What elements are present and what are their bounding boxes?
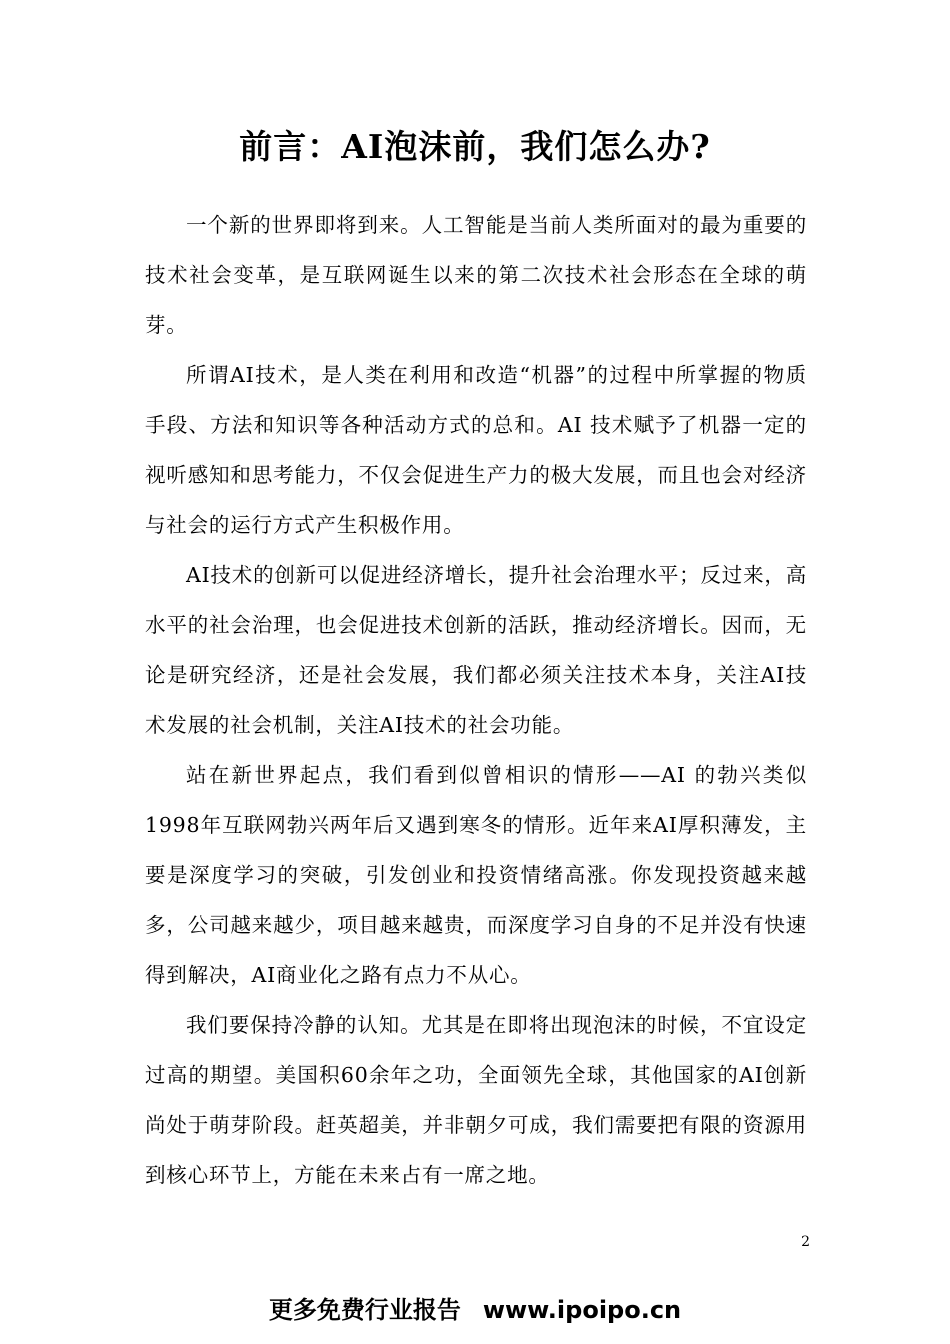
paragraph: 所谓AI技术，是人类在利用和改造“机器”的过程中所掌握的物质手段、方法和知识等各种活动方式的总和。AI 技术赋予了机器一定的视听感知和思考能力，不仅会促进生产力的极大发展，而且也会对经济与社会的运行方式产生积极作用。 bbox=[145, 363, 807, 537]
paragraph: 一个新的世界即将到来。人工智能是当前人类所面对的最为重要的技术社会变革，是互联网诞生以来的第二次技术社会形态在全球的萌芽。 bbox=[145, 213, 807, 337]
footer-banner bbox=[0, 1290, 950, 1330]
footer-site-link[interactable]: www.ipoipo.cn bbox=[482, 1296, 682, 1324]
paragraph: 我们要保持冷静的认知。尤其是在即将出现泡沫的时候，不宜设定过高的期望。美国积60余年之功，全面领先全球，其他国家的AI创新尚处于萌芽阶段。赶英超美，并非朝夕可成，我们需要把有限的资源用到核心环节上，方能在未来占有一席之地。 bbox=[145, 1013, 807, 1187]
page-title: 前言：AI泡沫前，我们怎么办? bbox=[239, 127, 711, 166]
page-number: 2 bbox=[801, 1234, 810, 1250]
paragraph: AI技术的创新可以促进经济增长，提升社会治理水平；反过来，高水平的社会治理，也会促进技术创新的活跃，推动经济增长。因而，无论是研究经济，还是社会发展，我们都必须关注技术本身，关注AI技术发展的社会机制，关注AI技术的社会功能。 bbox=[145, 563, 807, 737]
footer-promo-text: 更多免费行业报告 bbox=[268, 1296, 461, 1324]
paragraph: 站在新世界起点，我们看到似曾相识的情形——AI 的勃兴类似1998年互联网勃兴两年后又遇到寒冬的情形。近年来AI厚积薄发，主要是深度学习的突破，引发创业和投资情绪高涨。你发现投资越来越多，公司越来越少，项目越来越贵，而深度学习自身的不足并没有快速得到解决，AI商业化之路有点力不从心。 bbox=[145, 763, 807, 987]
document-body bbox=[145, 200, 807, 1200]
